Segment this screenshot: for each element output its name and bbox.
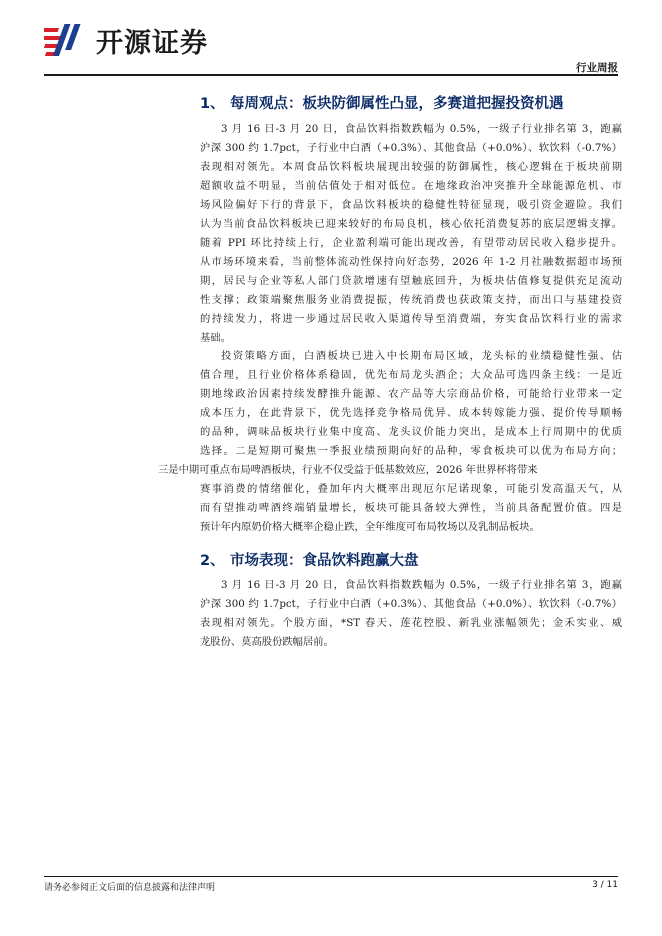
- text-line: 赛事消费的情绪催化，叠加年内大概率出现厄尔尼诺现象，可能引发高温天气，从: [200, 483, 622, 495]
- text-line: 认为当前食品饮料板块已迎来较好的布局良机，核心依托消费复苏的底层逻辑支撑。: [200, 218, 622, 230]
- text-line: 超额收益不明显，当前估值处于相对低位。在地缘政治冲突推升全球能源危机、市: [200, 180, 622, 192]
- text-line: 性支撑；政策端聚焦服务业消费提振，传统消费也获政策支持，而出口与基建投资: [200, 294, 622, 306]
- text-line: 从市场环境来看，当前整体流动性保持向好态势，2026 年 1-2 月社融数据超市场预: [200, 256, 622, 268]
- section-2-paragraph: [200, 576, 622, 652]
- text-line: 值合理，且行业价格体系稳固，优先布局龙头酒企；大众品可选四条主线：一是近: [200, 369, 622, 381]
- text-line: 随着 PPI 环比持续上行，企业盈利端可能出现改善，有望带动居民收入稳步提升。: [200, 237, 622, 249]
- section-2-number: 2、: [200, 553, 225, 569]
- header-divider: [44, 74, 618, 76]
- section-1-title: [200, 92, 564, 113]
- section-1-paragraph-1: [200, 120, 622, 348]
- text-line: 沪深 300 约 1.7pct，子行业中白酒（+0.3%）、其他食品（+0.0%）、软饮料（-0.7%）: [200, 598, 622, 610]
- text-line: 预计年内原奶价格大概率企稳止跌，全年维度可布局牧场以及乳制品板块。: [200, 521, 540, 533]
- text-line: 沪深 300 约 1.7pct，子行业中白酒（+0.3%）、其他食品（+0.0%）、软饮料（-0.7%）: [200, 142, 622, 154]
- section-1-number: 1、: [200, 96, 225, 112]
- page-header: [0, 0, 662, 76]
- report-type-label: 行业周报: [576, 62, 618, 74]
- section-2-title: [200, 549, 419, 570]
- text-line: 3 月 16 日-3 月 20 日，食品饮料指数跌幅为 0.5%，一级子行业排名第 3，跑赢: [221, 579, 622, 591]
- section-1-paragraph-2: [158, 347, 622, 537]
- brand-logo: [44, 20, 208, 60]
- text-line: 期，居民与企业等私人部门贷款增速有望触底回升，为板块估值修复提供充足流动: [200, 275, 622, 287]
- text-line: 成本压力，在此背景下，优先选择竞争格局优异、成本转嫁能力强、提价传导顺畅: [200, 407, 622, 419]
- footer-disclaimer: 请务必参阅正文后面的信息披露和法律声明: [44, 883, 216, 893]
- text-line: 三是中期可重点布局啤酒板块，行业不仅受益于低基数效应，2026 年世界杯将带来: [158, 464, 538, 476]
- text-line: 基础。: [200, 332, 231, 344]
- text-line: 的持续发力，将进一步通过居民收入渠道传导至消费端，夯实食品饮料行业的需求: [200, 313, 622, 325]
- text-line: 龙股份、莫高股份跌幅居前。: [200, 636, 334, 648]
- text-line: 投资策略方面，白酒板块已进入中长期布局区域，龙头标的业绩稳健性强、估: [221, 350, 622, 362]
- text-line: 选择。二是短期可聚焦一季报业绩预期向好的品种，零食板块可以优为布局方向；: [200, 445, 622, 457]
- text-line: 表现相对领先。个股方面，*ST 春天、莲花控股、新乳业涨幅领先；金禾实业、威: [200, 617, 622, 629]
- logo-mark-icon: [44, 20, 88, 60]
- text-line: 的品种，调味品板块行业集中度高、龙头议价能力突出，是成本上行周期中的优质: [200, 426, 622, 438]
- footer-divider: [44, 876, 618, 877]
- text-line: 场风险偏好下行的背景下，食品饮料板块的稳健性特征显现，吸引资金避险。我们: [200, 199, 622, 211]
- text-line: 3 月 16 日-3 月 20 日，食品饮料指数跌幅为 0.5%，一级子行业排名第 3，跑赢: [221, 123, 622, 135]
- section-2-heading: 市场表现：食品饮料跑赢大盘: [230, 553, 419, 569]
- text-line: 期地缘政治因素持续发酵推升能源、农产品等大宗商品价格，可能给行业带来一定: [200, 388, 622, 400]
- text-line: 而有望推动啤酒终端销量增长，板块可能具备较大弹性，当前具备配置价值。四是: [200, 502, 622, 514]
- text-line: 表现相对领先。本周食品饮料板块展现出较强的防御属性，核心逻辑在于板块前期: [200, 161, 622, 173]
- logo-text: 开源证券: [96, 27, 208, 59]
- section-1-heading: 每周观点：板块防御属性凸显，多赛道把握投资机遇: [230, 96, 564, 112]
- page-number: 3 / 11: [592, 880, 618, 890]
